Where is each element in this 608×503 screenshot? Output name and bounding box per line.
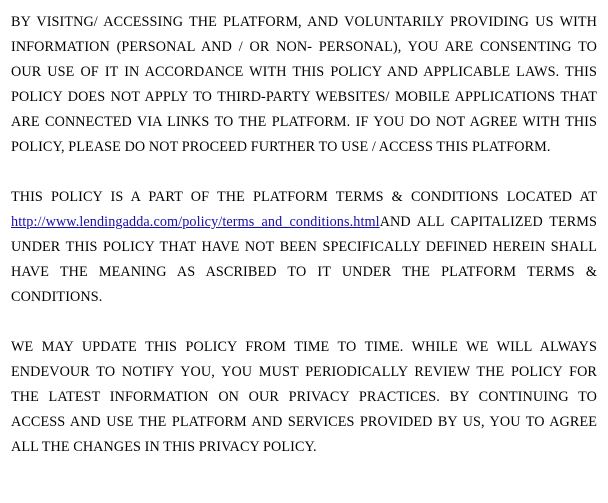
- policy-updates-paragraph: WE MAY UPDATE THIS POLICY FROM TIME TO TIME. WHILE WE WILL ALWAYS ENDEVOUR TO NOTIFY YOU, YOU MUST PERIODICALLY REVIEW THE POLICY FOR THE LATEST INFORMATION ON OUR PRIVACY PRACTICES. BY CONTINUING TO ACCESS AND USE THE PLATFORM AND SERVICES PROVIDED BY US, YOU TO AGREE ALL THE CHANGES IN THIS PRIVACY POLICY.: [11, 339, 597, 455]
- consent-paragraph: BY VISITNG/ ACCESSING THE PLATFORM, AND VOLUNTARILY PROVIDING US WITH INFORMATION (PERSONAL AND / OR NON- PERSONAL), YOU ARE CONSENTING TO OUR USE OF IT IN ACCORDANCE WITH THIS POLICY AND APPLICABLE LAWS. THIS POLICY DOES NOT APPLY TO THIRD-PARTY WEBSITES/ MOBILE APPLICATIONS THAT ARE CONNECTED VIA LINKS TO THE PLATFORM. IF YOU DO NOT AGREE WITH THIS POLICY, PLEASE DO NOT PROCEED FURTHER TO USE / ACCESS THIS PLATFORM.: [11, 14, 597, 155]
- terms-reference-rest: AND ALL CAPITALIZED TERMS UNDER THIS POLICY THAT HAVE NOT BEEN SPECIFICALLY DEFINED HEREIN SHALL HAVE THE MEANING AS ASCRIBED TO IT UNDER THE PLATFORM TERMS & CONDITIONS.: [11, 214, 597, 305]
- terms-reference-intro: THIS POLICY IS A PART OF THE PLATFORM TERMS & CONDITIONS LOCATED AT: [11, 189, 597, 205]
- terms-reference-paragraph: [11, 185, 597, 310]
- terms-and-conditions-link[interactable]: http://www.lendingadda.com/policy/terms_and_conditions.html: [11, 214, 380, 230]
